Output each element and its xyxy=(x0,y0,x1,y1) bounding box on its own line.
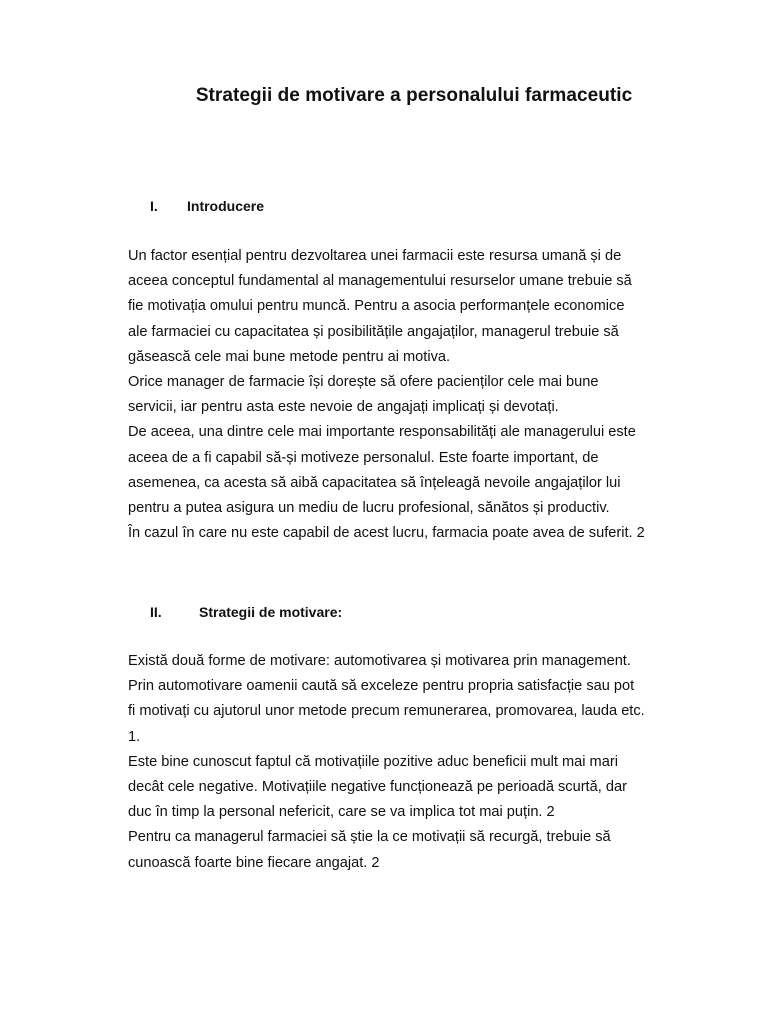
body-line: Este bine cunoscut faptul că motivațiile pozitive aduc beneficii mult mai mari xyxy=(128,753,618,770)
body-line: aceea conceptul fundamental al managementului resurselor umane trebuie să xyxy=(128,273,632,290)
body-line: pentru a putea asigura un mediu de lucru profesional, sănătos și productiv. xyxy=(128,500,610,517)
body-line: De aceea, una dintre cele mai importante responsabilități ale managerului este xyxy=(128,424,636,441)
section-heading-text: Introducere xyxy=(187,198,265,214)
page-title: Strategii de motivare a personalului farmaceutic xyxy=(195,85,633,106)
body-line: servicii, iar pentru asta este nevoie de angajați implicați și devotați. xyxy=(128,399,559,416)
body-line: Orice manager de farmacie își dorește să ofere pacienților cele mai bune xyxy=(128,374,599,391)
body-line: decât cele negative. Motivațiile negative funcționează pe perioadă scurtă, dar xyxy=(128,779,627,796)
body-line: fi motivați cu ajutorul unor metode precum remunerarea, promovarea, lauda etc. xyxy=(128,703,645,720)
section-body-strategii xyxy=(128,649,728,876)
body-line: duc în timp la personal nefericit, care se va implica tot mai puțin. 2 xyxy=(128,804,555,821)
body-line: ale farmaciei cu capacitatea și posibilitățile angajaților, managerul trebuie să xyxy=(128,323,619,340)
body-line: aceea de a fi capabil să-și motiveze personalul. Este foarte important, de xyxy=(128,449,599,466)
body-line: Un factor esențial pentru dezvoltarea unei farmacii este resursa umană și de xyxy=(128,248,622,264)
section-body-introducere xyxy=(128,244,728,546)
body-line: fie motivația omului pentru muncă. Pentru a asocia performanțele economice xyxy=(128,298,625,315)
body-line: găsească cele mai bune metode pentru ai motiva. xyxy=(128,348,451,365)
section-heading-text: Strategii de motivare: xyxy=(199,604,343,620)
body-line: Există două forme de motivare: automotivarea și motivarea prin management. xyxy=(128,653,631,669)
section-heading-introducere xyxy=(150,198,264,214)
body-line: asemenea, ca acesta să aibă capacitatea să înțeleagă nevoile angajaților lui xyxy=(128,474,621,491)
section-number: I. xyxy=(150,198,158,214)
body-line: 1. xyxy=(128,728,141,745)
body-line: Prin automotivare oamenii caută să exceleze pentru propria satisfacție sau pot xyxy=(128,678,635,695)
body-line: cunoască foarte bine fiecare angajat. 2 xyxy=(128,854,380,871)
body-line: În cazul în care nu este capabil de acest lucru, farmacia poate avea de suferit. 2 xyxy=(128,525,645,542)
body-line: Pentru ca managerul farmaciei să știe la ce motivații să recurgă, trebuie să xyxy=(128,829,611,846)
section-number: II. xyxy=(150,604,162,620)
section-heading-strategii xyxy=(150,604,342,620)
